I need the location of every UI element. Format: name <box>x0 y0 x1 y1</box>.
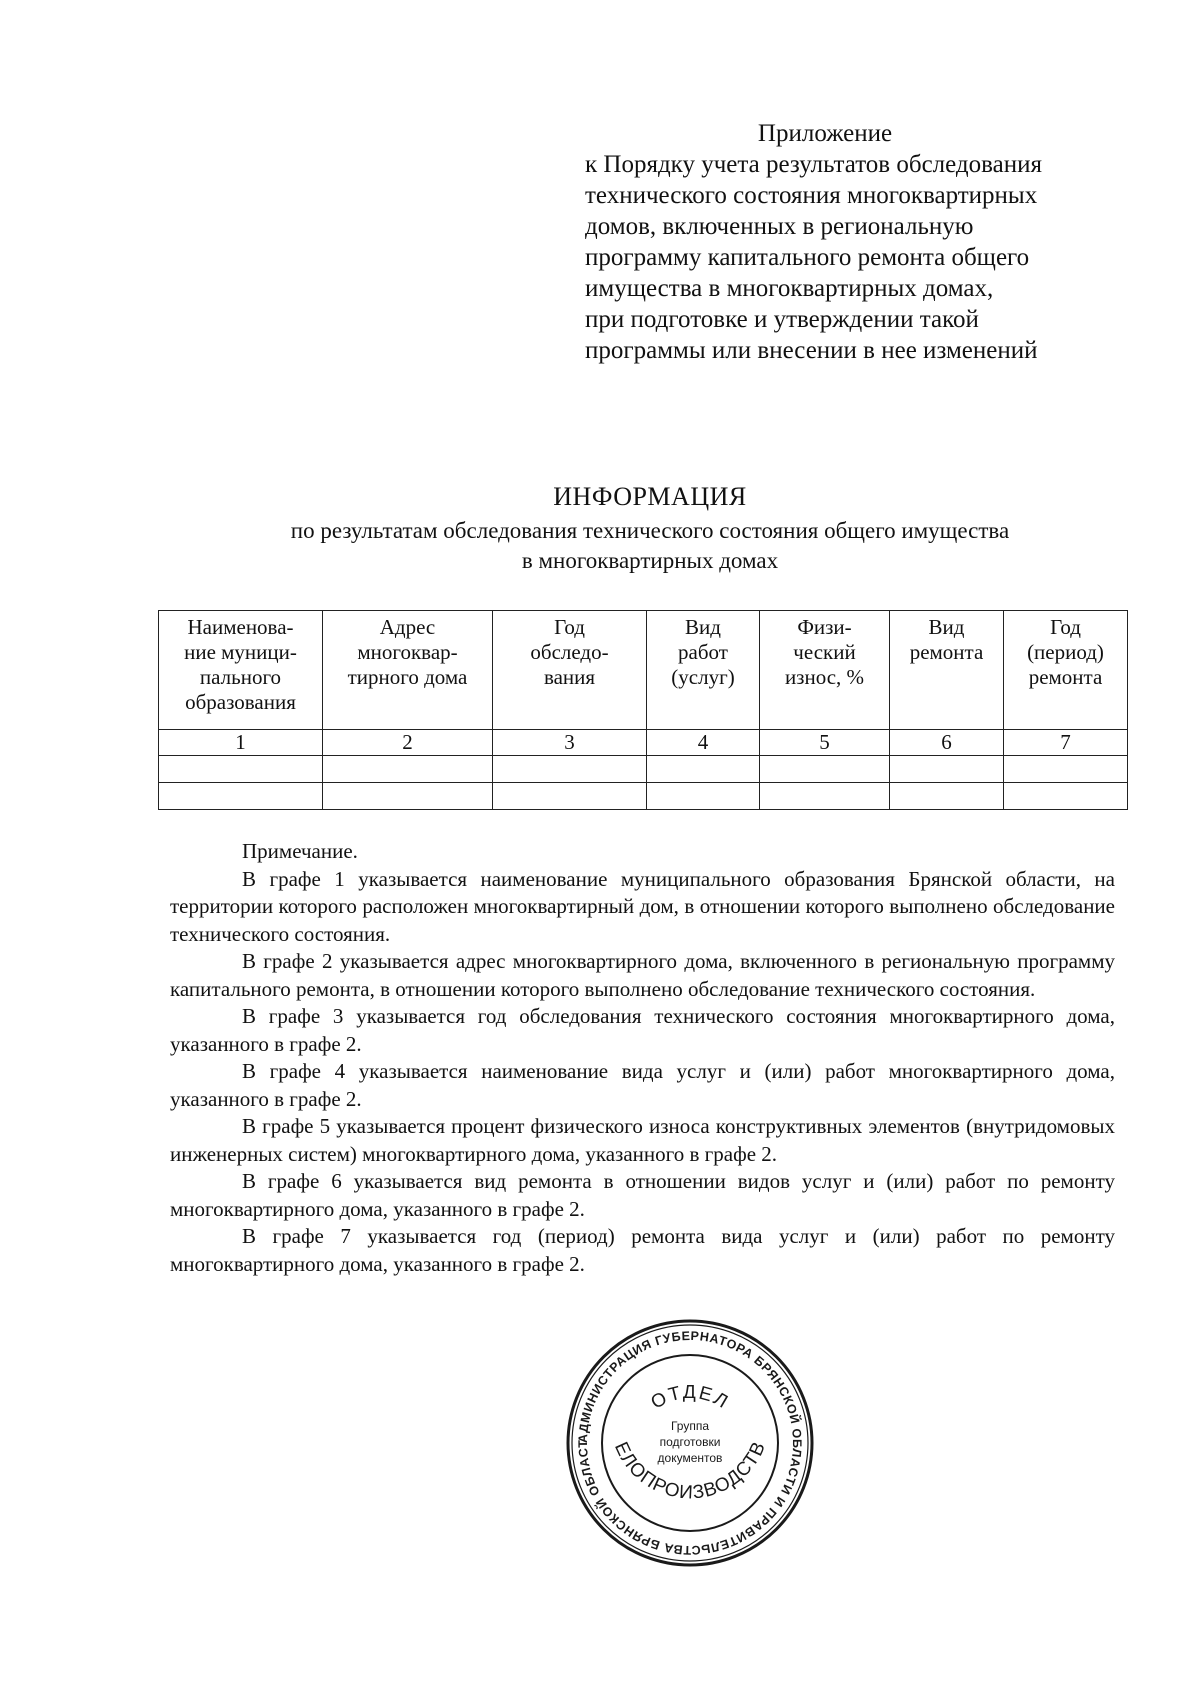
appendix-line: имущества в многоквартирных домах, <box>585 275 994 302</box>
column-header <box>323 611 493 730</box>
column-header <box>493 611 647 730</box>
column-number: 6 <box>890 730 1004 756</box>
official-stamp <box>565 1318 815 1568</box>
table-cell <box>1004 783 1128 810</box>
column-header <box>760 611 890 730</box>
table-cell <box>159 756 323 783</box>
column-number: 3 <box>493 730 647 756</box>
document-subtitle-line: по результатам обследования технического состояния общего имущества <box>290 518 1010 543</box>
appendix-title: Приложение <box>757 120 893 147</box>
table-row <box>159 783 1128 810</box>
document-title <box>0 480 1200 514</box>
column-header-text: Физи- ческий износ, % <box>784 615 865 689</box>
notes-heading: Примечание. <box>242 839 358 863</box>
column-header <box>647 611 760 730</box>
table-cell <box>323 756 493 783</box>
note-paragraph: В графе 4 указывается наименование вида услуг и (или) работ многоквартирного дома, указанного в графе 2. <box>170 1059 1115 1111</box>
column-number: 7 <box>1004 730 1128 756</box>
table-cell <box>760 783 890 810</box>
information-table <box>158 610 1128 810</box>
stamp-center-line: подготовки <box>659 1435 721 1449</box>
note-paragraph: В графе 1 указывается наименование муниципального образования Брянской области, на территории которого расположен многоквартирный дом, в отношении которого выполнено обследование технического состояния. <box>170 866 1115 946</box>
column-number: 2 <box>323 730 493 756</box>
table-header-row <box>159 611 1128 730</box>
column-header-text: Год обследо- вания <box>530 615 609 689</box>
column-header-text: Вид работ (услуг) <box>671 615 735 689</box>
appendix-line: при подготовке и утверждении такой <box>585 306 979 333</box>
column-header-text: Наименова- ние муници- пального образования <box>184 615 297 714</box>
note-paragraph: В графе 3 указывается год обследования технического состояния многоквартирного дома, указанного в графе 2. <box>170 1004 1115 1056</box>
table-row <box>159 756 1128 783</box>
column-number: 4 <box>647 730 760 756</box>
table-cell <box>647 756 760 783</box>
note-paragraph: В графе 5 указывается процент физического износа конструктивных элементов (внутридомовых инженерных систем) многоквартирного дома, указанного в графе 2. <box>170 1114 1115 1166</box>
column-header <box>1004 611 1128 730</box>
table-cell <box>159 783 323 810</box>
column-number: 1 <box>159 730 323 756</box>
note-paragraph: В графе 2 указывается адрес многоквартирного дома, включенного в региональную программу капитального ремонта, в отношении которого выполнено обследование технического состояния. <box>170 949 1115 1001</box>
column-header-text: Год (период) ремонта <box>1027 615 1104 689</box>
table-cell <box>890 783 1004 810</box>
table-cell <box>493 756 647 783</box>
document-title-text: ИНФОРМАЦИЯ <box>553 482 747 511</box>
table-cell <box>890 756 1004 783</box>
notes-section <box>170 838 1115 1278</box>
appendix-line: программу капитального ремонта общего <box>585 244 1030 271</box>
stamp-arc-top-text: ОТДЕЛ <box>647 1382 733 1414</box>
table-cell <box>323 783 493 810</box>
appendix-line: технического состояния многоквартирных <box>585 182 1038 209</box>
document-subtitle-line: в многоквартирных домах <box>521 548 779 573</box>
appendix-line: к Порядку учета результатов обследования <box>585 151 1042 178</box>
column-header <box>890 611 1004 730</box>
column-header-text: Вид ремонта <box>909 615 984 664</box>
table-cell <box>760 756 890 783</box>
column-number: 5 <box>760 730 890 756</box>
stamp-arc-bottom-text: ЕЛОПРОИЗВОДСТВ <box>609 1438 771 1504</box>
appendix-line: домов, включенных в региональную <box>585 213 974 240</box>
note-paragraph: В графе 6 указывается вид ремонта в отношении видов услуг и (или) работ по ремонту многоквартирного дома, указанного в графе 2. <box>170 1169 1115 1221</box>
appendix-line: программы или внесении в нее изменений <box>585 337 1038 364</box>
document-subtitle <box>0 516 1200 576</box>
column-header <box>159 611 323 730</box>
stamp-center-line: документов <box>657 1451 723 1465</box>
table-cell <box>1004 756 1128 783</box>
column-header-text: Адрес многоквар- тирного дома <box>347 615 468 689</box>
note-paragraph: В графе 7 указывается год (период) ремонта вида услуг и (или) работ по ремонту многоквартирного дома, указанного в графе 2. <box>170 1224 1115 1276</box>
table-cell <box>647 783 760 810</box>
stamp-outer-text-path: АДМИНИСТРАЦИЯ ГУБЕРНАТОРА БРЯНСКОЙ ОБЛАСТИ И ПРАВИТЕЛЬСТВА БРЯНСКОЙ ОБЛАСТ <box>575 1328 805 1558</box>
table-cell <box>493 783 647 810</box>
column-number-row <box>159 730 1128 756</box>
stamp-graphic <box>565 1318 815 1568</box>
stamp-center-line: Группа <box>670 1419 710 1433</box>
stamp-arc-top <box>648 1382 733 1414</box>
appendix-header <box>585 118 1105 366</box>
